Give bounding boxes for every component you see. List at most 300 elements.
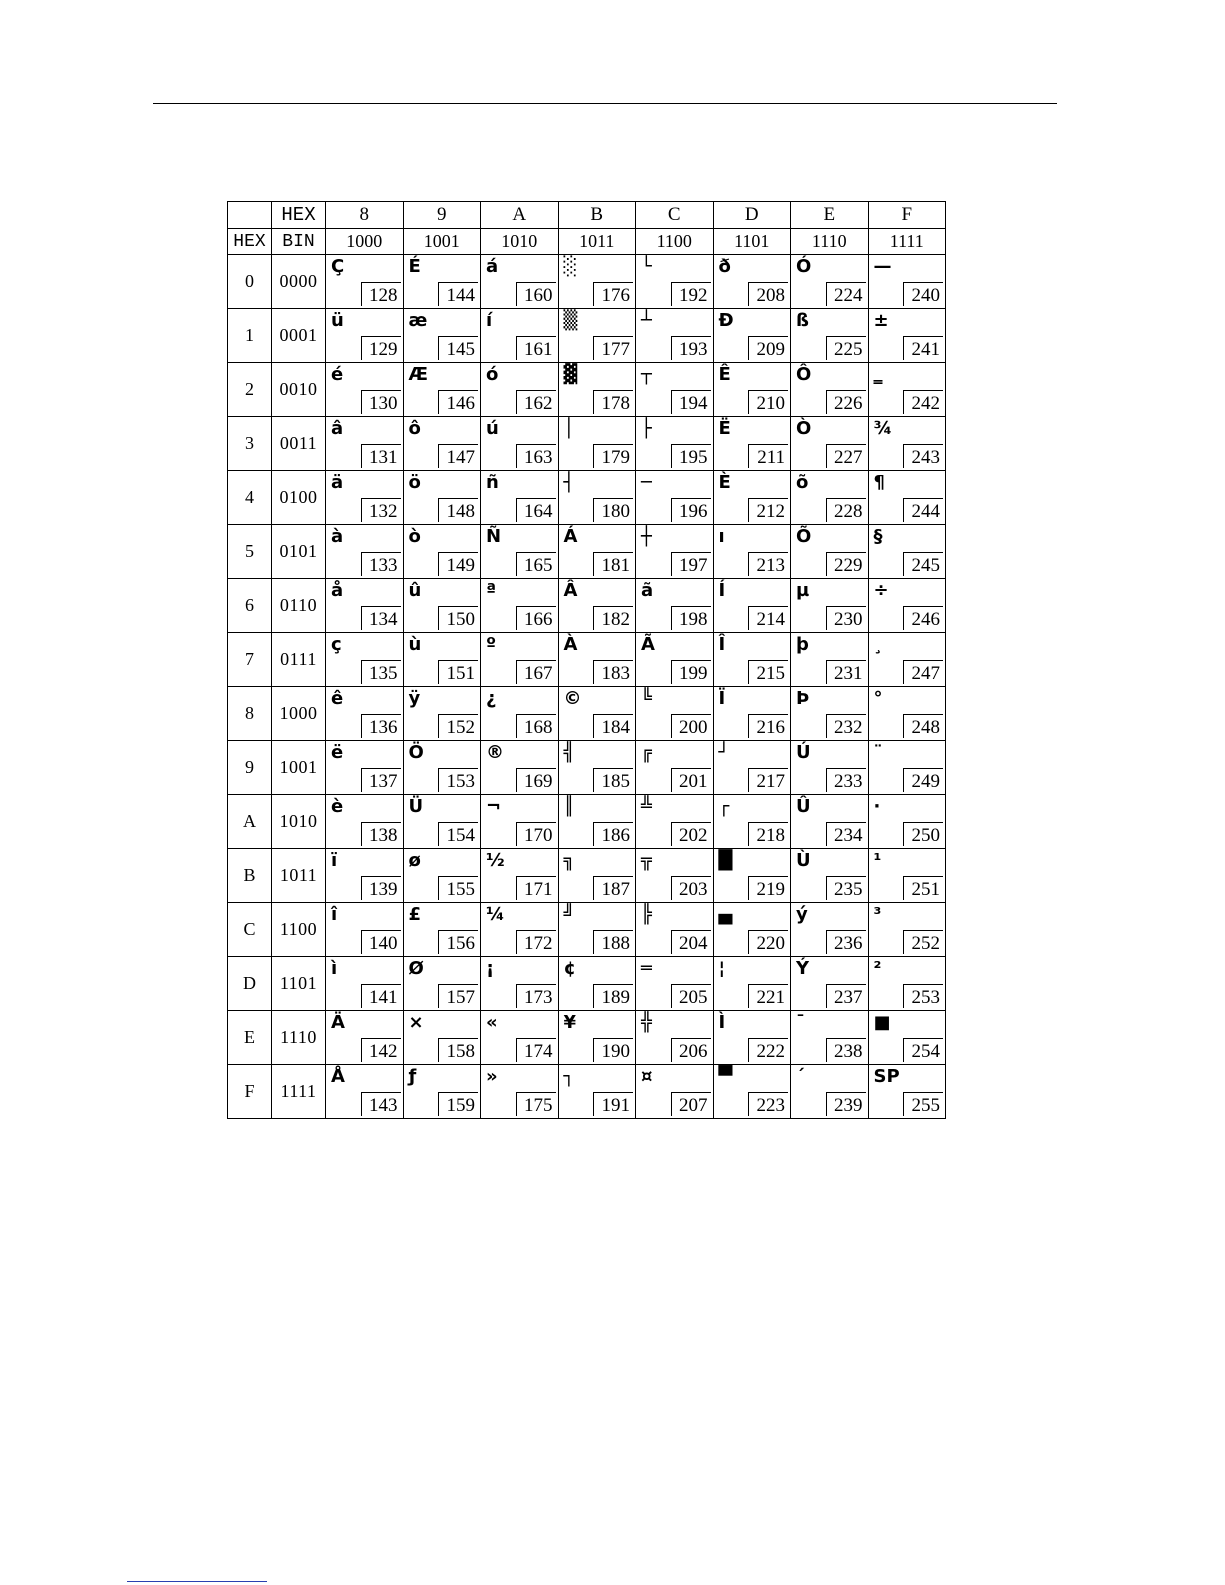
char-glyph: ■ bbox=[873, 1012, 891, 1033]
char-cell bbox=[713, 1011, 791, 1065]
char-glyph: © bbox=[563, 688, 582, 709]
row-bin-label: 1001 bbox=[272, 741, 326, 795]
table-row bbox=[228, 309, 946, 363]
char-cell bbox=[481, 633, 559, 687]
row-hex-label: D bbox=[228, 957, 272, 1011]
char-glyph: Ø bbox=[408, 958, 424, 979]
char-glyph: º bbox=[486, 634, 497, 655]
char-cell bbox=[403, 1065, 481, 1119]
char-glyph: ± bbox=[873, 310, 889, 331]
row-hex-label: 1 bbox=[228, 309, 272, 363]
char-glyph: │ bbox=[563, 418, 575, 439]
char-glyph: ó bbox=[486, 364, 499, 385]
footer-rule bbox=[127, 1581, 267, 1582]
column-bin-e: 1110 bbox=[791, 229, 869, 255]
char-code: 178 bbox=[593, 390, 633, 414]
char-cell bbox=[403, 309, 481, 363]
char-cell bbox=[558, 363, 636, 417]
char-code: 163 bbox=[516, 444, 556, 468]
char-cell bbox=[636, 309, 714, 363]
char-glyph: ¼ bbox=[486, 904, 505, 925]
row-hex-label: 6 bbox=[228, 579, 272, 633]
char-cell bbox=[326, 633, 404, 687]
char-glyph: ╠ bbox=[641, 904, 652, 925]
char-cell bbox=[713, 903, 791, 957]
char-glyph: ç bbox=[331, 634, 342, 655]
row-bin-label: 1101 bbox=[272, 957, 326, 1011]
char-glyph: ┤ bbox=[563, 472, 575, 493]
char-glyph: ║ bbox=[563, 796, 575, 817]
char-cell bbox=[481, 903, 559, 957]
char-code: 168 bbox=[516, 714, 556, 738]
char-code: 240 bbox=[903, 282, 943, 306]
char-cell bbox=[558, 957, 636, 1011]
char-glyph: ¤ bbox=[641, 1066, 653, 1087]
char-cell bbox=[791, 309, 869, 363]
char-cell bbox=[481, 849, 559, 903]
char-code: 210 bbox=[748, 390, 788, 414]
char-glyph: û bbox=[408, 580, 422, 601]
char-glyph: ý bbox=[796, 904, 808, 925]
corner-blank bbox=[228, 202, 272, 229]
char-glyph: Â bbox=[563, 580, 578, 601]
corner-hex-label: HEX bbox=[272, 202, 326, 229]
char-cell bbox=[558, 849, 636, 903]
char-code: 251 bbox=[903, 876, 943, 900]
column-hex-a: A bbox=[481, 202, 559, 229]
char-cell bbox=[481, 525, 559, 579]
char-glyph: Ì bbox=[718, 1012, 726, 1033]
row-bin-label: 1111 bbox=[272, 1065, 326, 1119]
char-cell bbox=[713, 1065, 791, 1119]
char-cell bbox=[481, 579, 559, 633]
char-code: 185 bbox=[593, 768, 633, 792]
char-code: 206 bbox=[671, 1038, 711, 1062]
char-code: 252 bbox=[903, 930, 943, 954]
char-glyph: ¿ bbox=[486, 688, 497, 709]
char-cell bbox=[326, 255, 404, 309]
char-code: 173 bbox=[516, 984, 556, 1008]
char-code: 174 bbox=[516, 1038, 556, 1062]
char-cell bbox=[791, 363, 869, 417]
char-cell bbox=[791, 741, 869, 795]
char-glyph: Ó bbox=[796, 256, 812, 277]
column-bin-d: 1101 bbox=[713, 229, 791, 255]
char-glyph: » bbox=[486, 1066, 498, 1087]
char-cell bbox=[636, 363, 714, 417]
table-body bbox=[228, 255, 946, 1119]
char-glyph: · bbox=[873, 796, 881, 817]
table-row bbox=[228, 1065, 946, 1119]
char-glyph: æ bbox=[408, 310, 428, 331]
char-glyph: Ë bbox=[718, 418, 731, 439]
char-glyph: í bbox=[486, 310, 493, 331]
row-hex-label: 0 bbox=[228, 255, 272, 309]
char-code: 170 bbox=[516, 822, 556, 846]
char-code: 172 bbox=[516, 930, 556, 954]
char-cell bbox=[868, 633, 946, 687]
char-code: 217 bbox=[748, 768, 788, 792]
char-glyph: á bbox=[486, 256, 499, 277]
row-hex-label: E bbox=[228, 1011, 272, 1065]
char-code: 253 bbox=[903, 984, 943, 1008]
char-glyph: Đ bbox=[718, 310, 734, 331]
char-cell bbox=[791, 417, 869, 471]
char-glyph: ® bbox=[486, 742, 504, 763]
char-code: 239 bbox=[826, 1092, 866, 1116]
column-hex-e: E bbox=[791, 202, 869, 229]
char-code: 164 bbox=[516, 498, 556, 522]
char-cell bbox=[868, 741, 946, 795]
char-code: 229 bbox=[826, 552, 866, 576]
char-glyph: ╚ bbox=[641, 688, 652, 709]
char-code: 161 bbox=[516, 336, 556, 360]
table-row bbox=[228, 633, 946, 687]
char-glyph: SP bbox=[873, 1066, 900, 1087]
char-glyph: £ bbox=[408, 904, 422, 925]
char-glyph: ▓ bbox=[563, 364, 578, 385]
char-cell bbox=[636, 849, 714, 903]
char-glyph: ░ bbox=[563, 256, 578, 277]
char-cell bbox=[558, 525, 636, 579]
char-cell bbox=[326, 957, 404, 1011]
row-hex-label: A bbox=[228, 795, 272, 849]
char-cell bbox=[791, 525, 869, 579]
char-code: 153 bbox=[438, 768, 478, 792]
char-code: 156 bbox=[438, 930, 478, 954]
char-glyph: â bbox=[331, 418, 344, 439]
char-code: 213 bbox=[748, 552, 788, 576]
char-code: 249 bbox=[903, 768, 943, 792]
char-cell bbox=[326, 903, 404, 957]
column-hex-c: C bbox=[636, 202, 714, 229]
char-code: 145 bbox=[438, 336, 478, 360]
char-glyph: þ bbox=[796, 634, 809, 655]
char-code: 209 bbox=[748, 336, 788, 360]
char-glyph: Ö bbox=[408, 742, 424, 763]
char-code: 128 bbox=[361, 282, 401, 306]
table-row bbox=[228, 471, 946, 525]
char-code: 203 bbox=[671, 876, 711, 900]
char-cell bbox=[326, 417, 404, 471]
char-cell bbox=[713, 579, 791, 633]
char-code: 236 bbox=[826, 930, 866, 954]
row-bin-label: 1000 bbox=[272, 687, 326, 741]
char-glyph: ╦ bbox=[641, 850, 652, 871]
char-cell bbox=[791, 633, 869, 687]
row-hex-label: F bbox=[228, 1065, 272, 1119]
char-cell bbox=[868, 525, 946, 579]
char-code: 151 bbox=[438, 660, 478, 684]
char-code: 208 bbox=[748, 282, 788, 306]
char-cell bbox=[636, 417, 714, 471]
char-glyph: ¦ bbox=[718, 958, 726, 979]
char-code: 155 bbox=[438, 876, 478, 900]
char-code: 237 bbox=[826, 984, 866, 1008]
char-code: 135 bbox=[361, 660, 401, 684]
char-code: 238 bbox=[826, 1038, 866, 1062]
row-hex-label: 5 bbox=[228, 525, 272, 579]
char-glyph: ù bbox=[408, 634, 422, 655]
char-glyph: ú bbox=[486, 418, 499, 439]
char-code: 158 bbox=[438, 1038, 478, 1062]
char-cell bbox=[403, 1011, 481, 1065]
char-glyph: ╣ bbox=[563, 742, 575, 763]
char-code: 181 bbox=[593, 552, 633, 576]
char-glyph: õ bbox=[796, 472, 809, 493]
char-glyph: ã bbox=[641, 580, 654, 601]
char-glyph: ┴ bbox=[641, 310, 652, 331]
char-cell bbox=[713, 417, 791, 471]
char-cell bbox=[403, 687, 481, 741]
char-glyph: è bbox=[331, 796, 344, 817]
char-cell bbox=[713, 633, 791, 687]
char-cell bbox=[868, 579, 946, 633]
char-code: 133 bbox=[361, 552, 401, 576]
char-glyph: Ò bbox=[796, 418, 812, 439]
column-bin-c: 1100 bbox=[636, 229, 714, 255]
char-cell bbox=[326, 849, 404, 903]
char-code: 139 bbox=[361, 876, 401, 900]
char-code: 167 bbox=[516, 660, 556, 684]
char-cell bbox=[636, 741, 714, 795]
char-cell bbox=[558, 417, 636, 471]
char-code: 189 bbox=[593, 984, 633, 1008]
char-glyph: Á bbox=[563, 526, 578, 547]
column-hex-9: 9 bbox=[403, 202, 481, 229]
char-cell bbox=[791, 957, 869, 1011]
char-cell bbox=[481, 255, 559, 309]
char-glyph: ð bbox=[718, 256, 731, 277]
char-cell bbox=[558, 687, 636, 741]
char-glyph: Ú bbox=[796, 742, 811, 763]
char-cell bbox=[481, 957, 559, 1011]
char-cell bbox=[403, 849, 481, 903]
table-row bbox=[228, 957, 946, 1011]
row-bin-label: 1011 bbox=[272, 849, 326, 903]
char-code: 205 bbox=[671, 984, 711, 1008]
char-code: 231 bbox=[826, 660, 866, 684]
header-rule bbox=[153, 103, 1057, 104]
char-glyph: ° bbox=[873, 688, 883, 709]
char-code: 204 bbox=[671, 930, 711, 954]
char-code: 175 bbox=[516, 1092, 556, 1116]
char-code: 150 bbox=[438, 606, 478, 630]
char-code: 130 bbox=[361, 390, 401, 414]
char-glyph: ¾ bbox=[873, 418, 893, 439]
char-cell bbox=[868, 1065, 946, 1119]
char-code: 228 bbox=[826, 498, 866, 522]
char-cell bbox=[636, 471, 714, 525]
char-cell bbox=[791, 795, 869, 849]
char-glyph: À bbox=[563, 634, 578, 655]
char-cell bbox=[791, 471, 869, 525]
char-code: 149 bbox=[438, 552, 478, 576]
char-glyph: ‗ bbox=[873, 364, 883, 385]
char-glyph: ¹ bbox=[873, 850, 882, 871]
char-code: 222 bbox=[748, 1038, 788, 1062]
char-glyph: Ê bbox=[718, 364, 731, 385]
char-code: 220 bbox=[748, 930, 788, 954]
row-hex-label: HEX bbox=[228, 229, 272, 255]
char-cell bbox=[713, 471, 791, 525]
char-glyph: ¸ bbox=[873, 634, 883, 655]
row-bin-label: 0100 bbox=[272, 471, 326, 525]
row-hex-label: 2 bbox=[228, 363, 272, 417]
row-hex-label: 8 bbox=[228, 687, 272, 741]
char-cell bbox=[558, 1011, 636, 1065]
column-bin-f: 1111 bbox=[868, 229, 946, 255]
char-cell bbox=[326, 687, 404, 741]
char-glyph: ß bbox=[796, 310, 809, 331]
char-cell bbox=[868, 849, 946, 903]
char-glyph: « bbox=[486, 1012, 498, 1033]
char-code: 224 bbox=[826, 282, 866, 306]
char-cell bbox=[403, 363, 481, 417]
char-cell bbox=[403, 579, 481, 633]
char-cell bbox=[636, 255, 714, 309]
char-cell bbox=[636, 525, 714, 579]
char-cell bbox=[481, 687, 559, 741]
row-bin-label: 0001 bbox=[272, 309, 326, 363]
char-cell bbox=[791, 579, 869, 633]
char-glyph: ô bbox=[408, 418, 421, 439]
char-code: 183 bbox=[593, 660, 633, 684]
char-cell bbox=[713, 309, 791, 363]
char-code: 177 bbox=[593, 336, 633, 360]
char-cell bbox=[326, 1065, 404, 1119]
char-code: 132 bbox=[361, 498, 401, 522]
char-code: 152 bbox=[438, 714, 478, 738]
char-cell bbox=[403, 741, 481, 795]
char-glyph: ƒ bbox=[408, 1066, 417, 1087]
char-cell bbox=[326, 363, 404, 417]
row-bin-label: 0111 bbox=[272, 633, 326, 687]
char-cell bbox=[713, 525, 791, 579]
char-cell bbox=[713, 741, 791, 795]
char-code: 165 bbox=[516, 552, 556, 576]
char-glyph: Õ bbox=[796, 526, 812, 547]
char-glyph: î bbox=[331, 904, 338, 925]
table-row bbox=[228, 255, 946, 309]
char-glyph: ═ bbox=[641, 958, 652, 979]
char-code: 137 bbox=[361, 768, 401, 792]
char-cell bbox=[403, 417, 481, 471]
table-row bbox=[228, 795, 946, 849]
table-row bbox=[228, 903, 946, 957]
char-glyph: Ý bbox=[796, 958, 810, 979]
char-code: 211 bbox=[748, 444, 788, 468]
char-cell bbox=[326, 525, 404, 579]
char-cell bbox=[791, 903, 869, 957]
row-hex-label: C bbox=[228, 903, 272, 957]
char-code: 232 bbox=[826, 714, 866, 738]
char-glyph: ╩ bbox=[641, 796, 652, 817]
char-glyph: ╗ bbox=[563, 850, 575, 871]
char-glyph: ┼ bbox=[641, 526, 652, 547]
char-code: 192 bbox=[671, 282, 711, 306]
char-code: 129 bbox=[361, 336, 401, 360]
char-glyph: Î bbox=[718, 634, 726, 655]
char-code: 188 bbox=[593, 930, 633, 954]
char-code: 247 bbox=[903, 660, 943, 684]
char-glyph: Ç bbox=[331, 256, 345, 277]
char-code: 250 bbox=[903, 822, 943, 846]
char-cell bbox=[636, 795, 714, 849]
char-glyph: ¢ bbox=[563, 958, 577, 979]
char-cell bbox=[636, 903, 714, 957]
char-cell bbox=[326, 471, 404, 525]
char-cell bbox=[868, 687, 946, 741]
table-row bbox=[228, 687, 946, 741]
char-code: 193 bbox=[671, 336, 711, 360]
char-code: 233 bbox=[826, 768, 866, 792]
char-glyph: È bbox=[718, 472, 731, 493]
char-glyph: ø bbox=[408, 850, 421, 871]
row-bin-label: 0010 bbox=[272, 363, 326, 417]
char-code: 142 bbox=[361, 1038, 401, 1062]
column-bin-header-row bbox=[228, 229, 946, 255]
char-glyph: ü bbox=[331, 310, 344, 331]
char-glyph: ─ bbox=[641, 472, 652, 493]
char-code: 196 bbox=[671, 498, 711, 522]
char-glyph: Ü bbox=[408, 796, 424, 817]
char-cell bbox=[868, 309, 946, 363]
table-row bbox=[228, 741, 946, 795]
char-cell bbox=[868, 903, 946, 957]
char-code: 214 bbox=[748, 606, 788, 630]
char-code: 218 bbox=[748, 822, 788, 846]
char-glyph: ï bbox=[331, 850, 338, 871]
char-glyph: ö bbox=[408, 472, 421, 493]
char-cell bbox=[558, 633, 636, 687]
char-code: 194 bbox=[671, 390, 711, 414]
char-cell bbox=[481, 1065, 559, 1119]
char-glyph: Í bbox=[718, 580, 726, 601]
char-glyph: Û bbox=[796, 796, 811, 817]
char-glyph: ì bbox=[331, 958, 338, 979]
char-glyph: ¥ bbox=[563, 1012, 577, 1033]
row-bin-label: 1010 bbox=[272, 795, 326, 849]
char-cell bbox=[326, 741, 404, 795]
char-code: 131 bbox=[361, 444, 401, 468]
char-code: 255 bbox=[903, 1092, 943, 1116]
column-bin-b: 1011 bbox=[558, 229, 636, 255]
char-code: 160 bbox=[516, 282, 556, 306]
char-cell bbox=[481, 363, 559, 417]
char-glyph: — bbox=[873, 256, 892, 277]
char-glyph: ¯ bbox=[796, 1012, 805, 1033]
char-cell bbox=[713, 255, 791, 309]
char-code: 242 bbox=[903, 390, 943, 414]
char-cell bbox=[713, 849, 791, 903]
char-cell bbox=[558, 1065, 636, 1119]
char-glyph: ¶ bbox=[873, 472, 885, 493]
char-glyph: ┌ bbox=[718, 796, 730, 817]
column-hex-b: B bbox=[558, 202, 636, 229]
char-cell bbox=[403, 471, 481, 525]
char-cell bbox=[481, 1011, 559, 1065]
char-glyph: ┘ bbox=[718, 742, 730, 763]
char-cell bbox=[868, 957, 946, 1011]
table-row bbox=[228, 525, 946, 579]
char-code: 241 bbox=[903, 336, 943, 360]
char-glyph: ò bbox=[408, 526, 421, 547]
row-bin-label: 0110 bbox=[272, 579, 326, 633]
char-cell bbox=[481, 471, 559, 525]
char-glyph: ┬ bbox=[641, 364, 652, 385]
char-code: 248 bbox=[903, 714, 943, 738]
